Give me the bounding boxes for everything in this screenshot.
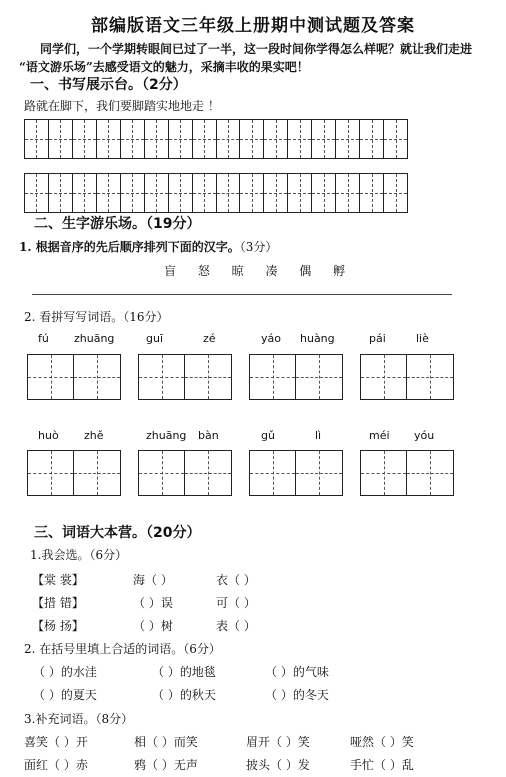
fill-blank[interactable]: （ ）的秋天	[152, 688, 216, 702]
pinyin: huàng	[300, 332, 335, 345]
section3-q3: 3.补充词语。（8分）	[24, 712, 134, 726]
section2-q1-text: 1. 根据音序的先后顺序排列下面的汉字。	[19, 240, 240, 254]
choice-blank[interactable]: 可（ ）	[216, 596, 256, 610]
pinyin: huò	[38, 429, 59, 442]
section1-sentence: 路就在脚下，我们要脚踏实地地走 ！	[24, 99, 220, 113]
fill-blank[interactable]: （ ）的夏天	[33, 688, 97, 702]
choice-label: 【棠 裳】	[32, 573, 84, 587]
pinyin: zhě	[84, 429, 104, 442]
section2-q2: 2. 看拼写写词语。（16分）	[24, 310, 169, 324]
tian-grid[interactable]	[249, 354, 343, 400]
fill-blank[interactable]: （ ）的冬天	[265, 688, 329, 702]
pinyin: zé	[203, 332, 216, 345]
intro-line-1: 同学们，一个学期转眼间已过了一半，这一段时间你学得怎么样呢？就让我们走进	[40, 42, 473, 56]
pinyin: zhuāng	[146, 429, 187, 442]
writing-grid-2[interactable]	[24, 173, 408, 213]
pinyin: guī	[146, 332, 164, 345]
pinyin: méi	[369, 429, 390, 442]
supplement-blank[interactable]: 眉开（ ）笑	[246, 735, 310, 749]
page-title: 部编版语文三年级上册期中测试题及答案	[91, 16, 415, 36]
section2-heading: 二、生字游乐场。（19分）	[34, 216, 201, 232]
supplement-blank[interactable]: 鸦（ ）无声	[134, 758, 198, 772]
choice-label: 【措 错】	[32, 596, 84, 610]
pinyin: yóu	[414, 429, 435, 442]
pinyin: pái	[369, 332, 386, 345]
supplement-blank[interactable]: 喜笑（ ）开	[24, 735, 88, 749]
tian-grid[interactable]	[360, 450, 454, 496]
pinyin: gǔ	[261, 429, 275, 442]
fill-blank[interactable]: （ ）的地毯	[152, 665, 216, 679]
tian-grid[interactable]	[249, 450, 343, 496]
pinyin: zhuāng	[74, 332, 115, 345]
section2-q1-points: （3分）	[239, 240, 278, 254]
supplement-blank[interactable]: 相（ ）而笑	[134, 735, 198, 749]
supplement-blank[interactable]: 面红（ ）赤	[24, 758, 88, 772]
intro-line-2: “语文游乐场”去感受语文的魅力，采摘丰收的果实吧！	[19, 60, 309, 74]
section3-heading: 三、词语大本营。（20分）	[34, 525, 201, 541]
choice-blank[interactable]: （ ）误	[133, 596, 173, 610]
choice-blank[interactable]: 衣（ ）	[216, 573, 256, 587]
fill-blank[interactable]: （ ）的气味	[265, 665, 329, 679]
section1-heading: 一、书写展示台。（2分）	[30, 77, 187, 93]
choice-blank[interactable]: （ ）树	[133, 619, 173, 633]
pinyin: lì	[315, 429, 322, 442]
writing-grid-1[interactable]	[24, 119, 408, 159]
choice-blank[interactable]: 表（ ）	[216, 619, 256, 633]
order-characters: 盲 怒 晾 凑 偶 孵	[164, 264, 355, 278]
section2-q1	[19, 238, 277, 255]
section3-q2: 2. 在括号里填上合适的词语。（6分）	[24, 642, 221, 656]
fill-blank[interactable]: （ ）的水洼	[33, 665, 97, 679]
section3-q1: 1.我会选。（6分）	[30, 548, 128, 562]
tian-grid[interactable]	[27, 450, 121, 496]
tian-grid[interactable]	[138, 354, 232, 400]
choice-blank[interactable]: 海（ ）	[133, 573, 173, 587]
tian-grid[interactable]	[360, 354, 454, 400]
pinyin: yáo	[261, 332, 281, 345]
supplement-blank[interactable]: 披头（ ）发	[246, 758, 310, 772]
answer-line[interactable]	[32, 294, 452, 295]
pinyin: liè	[416, 332, 429, 345]
supplement-blank[interactable]: 手忙（ ）乱	[350, 758, 414, 772]
supplement-blank[interactable]: 哑然（ ）笑	[350, 735, 414, 749]
pinyin: fú	[38, 332, 49, 345]
tian-grid[interactable]	[138, 450, 232, 496]
tian-grid[interactable]	[27, 354, 121, 400]
choice-label: 【杨 扬】	[32, 619, 84, 633]
pinyin: bàn	[198, 429, 219, 442]
